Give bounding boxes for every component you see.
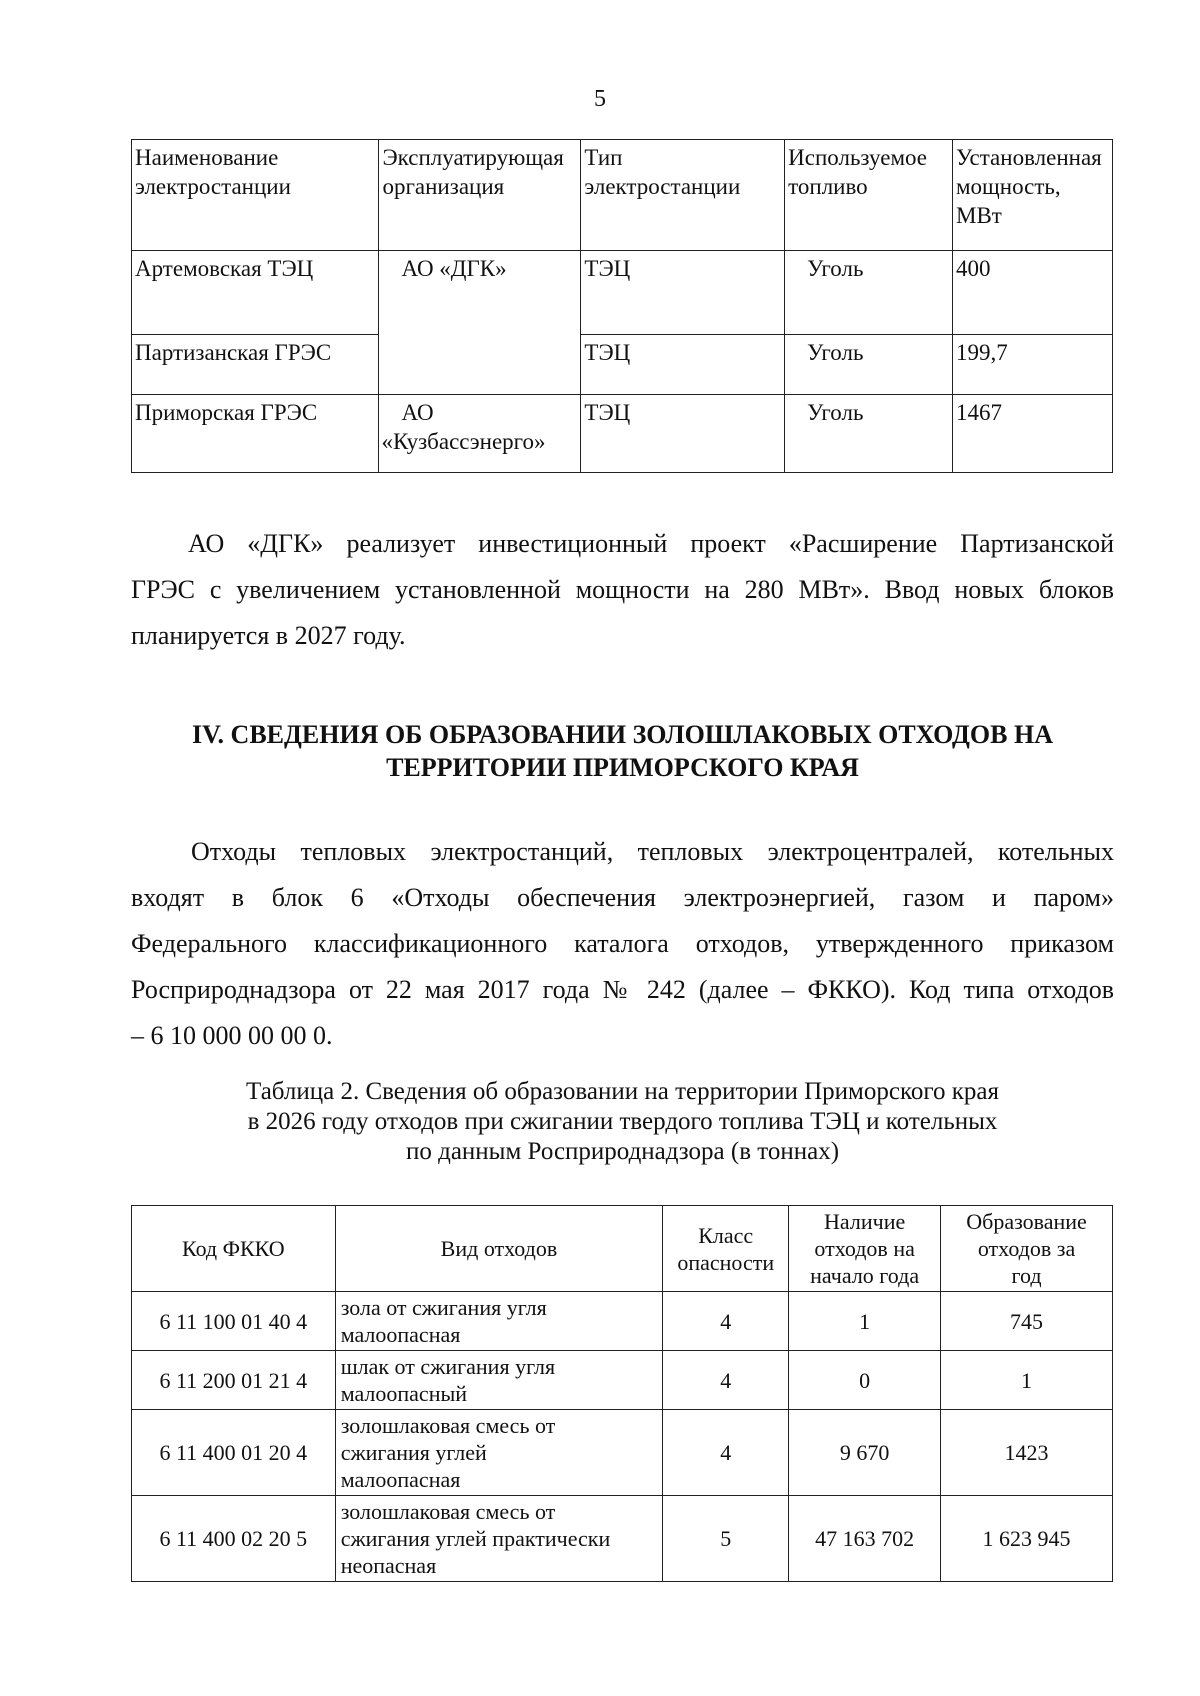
waste-kind: шлак от сжигания угля малоопасный [335,1351,663,1410]
table-row [132,251,1113,335]
page-number: 5 [594,86,606,112]
fuel: Уголь [785,335,953,395]
table-row [132,1292,1113,1351]
plant-type: ТЭЦ [581,335,785,395]
formed-year: 1 623 945 [941,1496,1113,1582]
installed-power: 400 [953,251,1113,335]
power-plants-table [131,139,1113,473]
header-cell-fuel: Используемое топливо [785,140,953,251]
formed-year: 1 [941,1351,1113,1410]
table-row [132,1496,1113,1582]
waste-kind: золошлаковая смесь от сжигания углей малоопасная [335,1410,663,1496]
waste-kind: золошлаковая смесь от сжигания углей практически неопасная [335,1496,663,1582]
header-cell-formed: Образование отходов за год [941,1206,1113,1292]
fkko-code: 6 11 100 01 40 4 [132,1292,336,1351]
investment-paragraph: АО «ДГК» реализует инвестиционный проект «Расширение Партизанской ГРЭС с увеличением установленной мощности на 280 МВт». Ввод новых блоков планируется в 2027 году. [131,529,1114,650]
header-cell-stock: Наличие отходов на начало года [789,1206,941,1292]
header-cell-type: Тип электростанции [581,140,785,251]
fkko-code: 6 11 200 01 21 4 [132,1351,336,1410]
hazard-class: 4 [663,1410,789,1496]
table-row [132,1351,1113,1410]
waste-classification-paragraph: Отходы тепловых электростанций, тепловых электроцентралей, котельных входят в блок 6 «Отходы обеспечения электроэнергией, газом и паром» Федерального классификационного каталога отходов, утвержденного приказом Росприроднадзора от 22 мая 2017 года № 242 (далее – ФККО). Код типа отходов – 6 10 000 00 00 0. [131,837,1114,1050]
fuel: Уголь [785,251,953,335]
header-cell-kind: Вид отходов [335,1206,663,1292]
plant-name: Артемовская ТЭЦ [132,251,379,335]
plant-name: Партизанская ГРЭС [132,335,379,395]
waste-table [131,1205,1113,1582]
operator-org: АО «ДГК» [379,251,581,395]
table-header-row [132,140,1113,251]
section-heading: IV. СВЕДЕНИЯ ОБ ОБРАЗОВАНИИ ЗОЛОШЛАКОВЫХ ОТХОДОВ НА ТЕРРИТОРИИ ПРИМОРСКОГО КРАЯ [192,720,1053,782]
plant-type: ТЭЦ [581,395,785,473]
stock-start: 1 [789,1292,941,1351]
plant-name: Приморская ГРЭС [132,395,379,473]
table-row [132,335,1113,395]
table2-caption: Таблица 2. Сведения об образовании на территории Приморского края в 2026 году отходов при сжигании твердого топлива ТЭЦ и котельных по данным Росприроднадзора (в тоннах) [246,1078,999,1165]
plant-type: ТЭЦ [581,251,785,335]
hazard-class: 4 [663,1351,789,1410]
formed-year: 745 [941,1292,1113,1351]
fuel: Уголь [785,395,953,473]
installed-power: 199,7 [953,335,1113,395]
stock-start: 0 [789,1351,941,1410]
header-cell-org: Эксплуатирующая организация [379,140,581,251]
hazard-class: 5 [663,1496,789,1582]
table-header-row [132,1206,1113,1292]
operator-org: АО «Кузбассэнерго» [379,395,581,473]
hazard-class: 4 [663,1292,789,1351]
stock-start: 9 670 [789,1410,941,1496]
fkko-code: 6 11 400 01 20 4 [132,1410,336,1496]
header-cell-class: Класс опасности [663,1206,789,1292]
fkko-code: 6 11 400 02 20 5 [132,1496,336,1582]
table-row [132,395,1113,473]
header-cell-power: Установленная мощность, МВт [953,140,1113,251]
stock-start: 47 163 702 [789,1496,941,1582]
installed-power: 1467 [953,395,1113,473]
table-row [132,1410,1113,1496]
formed-year: 1423 [941,1410,1113,1496]
header-cell-name: Наименование электростанции [132,140,379,251]
header-cell-code: Код ФККО [132,1206,336,1292]
waste-kind: зола от сжигания угля малоопасная [335,1292,663,1351]
